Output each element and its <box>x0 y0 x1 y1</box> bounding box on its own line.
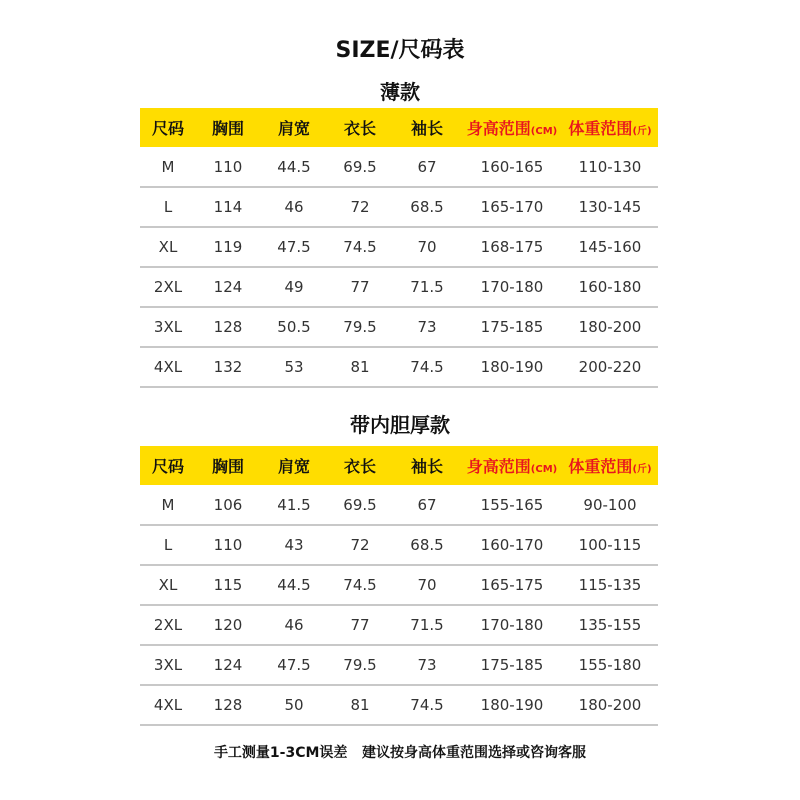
header-height-range <box>462 454 562 477</box>
cell-sleeve: 71.5 <box>410 278 444 296</box>
header-label: 尺码 <box>151 457 184 476</box>
header-size <box>140 116 196 139</box>
header-unit: (CM) <box>530 464 558 475</box>
header-unit: (CM) <box>530 126 558 137</box>
cell-chest: 119 <box>213 238 243 256</box>
section-title-thick: 带内胆厚款 <box>350 413 450 437</box>
header-label: 尺码 <box>151 119 184 138</box>
header-sleeve <box>392 116 462 139</box>
table-row <box>140 606 658 646</box>
table-row <box>140 228 658 268</box>
size-table-thick <box>140 446 658 726</box>
cell-shoulder: 44.5 <box>277 576 311 594</box>
cell-height-range: 170-180 <box>480 616 544 634</box>
cell-chest: 128 <box>213 696 243 714</box>
cell-sleeve: 67 <box>417 496 437 514</box>
header-label: 身高范围 <box>466 119 531 138</box>
header-weight-range <box>562 454 658 477</box>
cell-height-range: 175-185 <box>480 318 544 336</box>
cell-shoulder: 43 <box>284 536 304 554</box>
cell-weight-range: 180-200 <box>578 318 642 336</box>
cell-chest: 128 <box>213 318 243 336</box>
cell-shoulder: 53 <box>284 358 304 376</box>
cell-shoulder: 49 <box>284 278 304 296</box>
cell-weight-range: 110-130 <box>578 158 642 176</box>
header-label: 身高范围 <box>466 457 531 476</box>
cell-size: M <box>161 158 175 176</box>
cell-shoulder: 47.5 <box>277 238 311 256</box>
cell-sleeve: 67 <box>417 158 437 176</box>
header-unit: (斤) <box>632 126 652 137</box>
cell-sleeve: 68.5 <box>410 198 444 216</box>
cell-shoulder: 46 <box>284 616 304 634</box>
cell-shoulder: 46 <box>284 198 304 216</box>
cell-shoulder: 50 <box>284 696 304 714</box>
cell-height-range: 180-190 <box>480 696 544 714</box>
cell-sleeve: 74.5 <box>410 696 444 714</box>
cell-size: 4XL <box>153 358 183 376</box>
cell-size: XL <box>158 238 178 256</box>
cell-sleeve: 74.5 <box>410 358 444 376</box>
table-header-row <box>140 446 658 485</box>
cell-chest: 114 <box>213 198 243 216</box>
cell-size: L <box>163 198 173 216</box>
cell-weight-range: 200-220 <box>578 358 642 376</box>
cell-sleeve: 73 <box>417 318 437 336</box>
cell-height-range: 160-170 <box>480 536 544 554</box>
table-row <box>140 308 658 348</box>
cell-sleeve: 70 <box>417 576 437 594</box>
cell-sleeve: 73 <box>417 656 437 674</box>
header-unit: (斤) <box>632 464 652 475</box>
header-label: 体重范围 <box>568 119 633 138</box>
cell-weight-range: 155-180 <box>578 656 642 674</box>
cell-shoulder: 44.5 <box>277 158 311 176</box>
header-label: 胸围 <box>211 457 244 476</box>
cell-length: 77 <box>350 616 370 634</box>
page-title: SIZE/尺码表 <box>335 38 465 63</box>
cell-size: 2XL <box>153 278 183 296</box>
cell-height-range: 168-175 <box>480 238 544 256</box>
cell-size: 2XL <box>153 616 183 634</box>
table-row <box>140 566 658 606</box>
cell-chest: 124 <box>213 656 243 674</box>
cell-shoulder: 41.5 <box>277 496 311 514</box>
header-label: 袖长 <box>410 119 443 138</box>
footer-note: 手工测量1-3CM误差 建议按身高体重范围选择或咨询客服 <box>213 745 587 761</box>
cell-height-range: 170-180 <box>480 278 544 296</box>
cell-shoulder: 47.5 <box>277 656 311 674</box>
table-row <box>140 268 658 308</box>
header-sleeve <box>392 454 462 477</box>
cell-weight-range: 135-155 <box>578 616 642 634</box>
cell-height-range: 155-165 <box>480 496 544 514</box>
cell-chest: 110 <box>213 536 243 554</box>
cell-length: 77 <box>350 278 370 296</box>
header-shoulder <box>260 116 328 139</box>
header-chest <box>196 116 260 139</box>
cell-weight-range: 180-200 <box>578 696 642 714</box>
cell-size: 4XL <box>153 696 183 714</box>
header-label: 衣长 <box>343 119 376 138</box>
cell-chest: 120 <box>213 616 243 634</box>
header-chest <box>196 454 260 477</box>
cell-chest: 124 <box>213 278 243 296</box>
cell-length: 69.5 <box>343 158 377 176</box>
cell-weight-range: 160-180 <box>578 278 642 296</box>
header-label: 衣长 <box>343 457 376 476</box>
cell-length: 69.5 <box>343 496 377 514</box>
header-length <box>328 454 392 477</box>
cell-length: 74.5 <box>343 576 377 594</box>
cell-height-range: 180-190 <box>480 358 544 376</box>
header-label: 胸围 <box>211 119 244 138</box>
header-label: 肩宽 <box>277 119 310 138</box>
table-header-row <box>140 108 658 147</box>
size-table-thin <box>140 108 658 388</box>
cell-chest: 115 <box>213 576 243 594</box>
table-row <box>140 526 658 566</box>
header-shoulder <box>260 454 328 477</box>
header-weight-range <box>562 116 658 139</box>
cell-height-range: 165-175 <box>480 576 544 594</box>
header-length <box>328 116 392 139</box>
table-row <box>140 486 658 526</box>
cell-length: 79.5 <box>343 656 377 674</box>
cell-sleeve: 68.5 <box>410 536 444 554</box>
table-row <box>140 686 658 726</box>
table-row <box>140 148 658 188</box>
cell-height-range: 160-165 <box>480 158 544 176</box>
cell-sleeve: 71.5 <box>410 616 444 634</box>
cell-length: 79.5 <box>343 318 377 336</box>
cell-height-range: 165-170 <box>480 198 544 216</box>
header-size <box>140 454 196 477</box>
cell-shoulder: 50.5 <box>277 318 311 336</box>
cell-size: M <box>161 496 175 514</box>
header-height-range <box>462 116 562 139</box>
cell-chest: 110 <box>213 158 243 176</box>
cell-weight-range: 100-115 <box>578 536 642 554</box>
cell-sleeve: 70 <box>417 238 437 256</box>
table-row <box>140 646 658 686</box>
cell-size: 3XL <box>153 656 183 674</box>
section-title-thin: 薄款 <box>380 80 420 104</box>
header-label: 袖长 <box>410 457 443 476</box>
cell-size: L <box>163 536 173 554</box>
cell-chest: 132 <box>213 358 243 376</box>
header-label: 体重范围 <box>568 457 633 476</box>
cell-length: 72 <box>350 536 370 554</box>
header-label: 肩宽 <box>277 457 310 476</box>
cell-weight-range: 90-100 <box>583 496 637 514</box>
cell-length: 74.5 <box>343 238 377 256</box>
cell-size: 3XL <box>153 318 183 336</box>
table-row <box>140 348 658 388</box>
cell-weight-range: 115-135 <box>578 576 642 594</box>
cell-size: XL <box>158 576 178 594</box>
table-row <box>140 188 658 228</box>
cell-weight-range: 145-160 <box>578 238 642 256</box>
cell-length: 72 <box>350 198 370 216</box>
cell-length: 81 <box>350 696 370 714</box>
cell-height-range: 175-185 <box>480 656 544 674</box>
cell-length: 81 <box>350 358 370 376</box>
cell-weight-range: 130-145 <box>578 198 642 216</box>
cell-chest: 106 <box>213 496 243 514</box>
